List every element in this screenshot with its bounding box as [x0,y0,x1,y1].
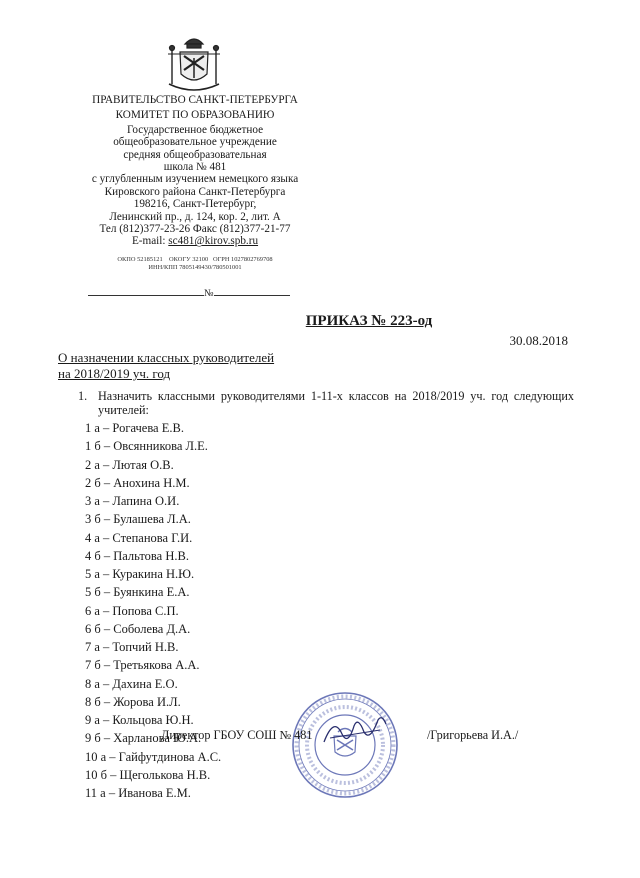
header-line-4: средняя общеобразовательная [123,148,267,161]
header-line-10: Тел (812)377-23-26 Факс (812)377-21-77 [99,223,291,236]
subject-line-2: на 2018/2019 уч. год [58,366,171,381]
order-subject [58,350,274,382]
list-item: 2 б – Анохина Н.М. [85,475,190,490]
registration-number-line [88,286,290,299]
list-item: 8 б – Жорова И.Л. [85,694,181,709]
institution-header [60,94,330,248]
list-item: 3 а – Лапина О.И. [85,494,180,508]
registration-codes [70,256,320,272]
list-item: 4 а – Степанова Г.И. [85,530,193,545]
header-line-committee: КОМИТЕТ ПО ОБРАЗОВАНИЮ [115,109,275,122]
header-line-7: Кировского района Санкт-Петербурга [104,185,286,198]
list-item: 9 а – Кольцова Ю.Н. [85,713,194,727]
header-line-9: Ленинский пр., д. 124, кор. 2, лит. А [109,210,281,223]
list-item: 10 а – Гайфутдинова А.С. [85,749,222,764]
list-item: 11 а – Иванова Е.М. [85,786,191,800]
coat-of-arms-icon [163,34,225,96]
list-item: 9 б – Харланова Ю.А. [85,731,202,746]
number-sign: № [204,288,214,299]
order-title: ПРИКАЗ № 223-од [305,313,433,329]
codes-line-1: ОКПО 52185121 ОКОГУ 32100 ОГРН 1027802769708 [117,256,273,263]
list-item: 1 б – Овсянникова Л.Е. [85,439,208,454]
list-item: 1 а – Рогачева Е.В. [85,421,184,435]
director-name: /Григорьева И.А./ [427,728,519,742]
list-item: 10 б – Щеголькова Н.В. [85,767,211,782]
number-blank [214,286,290,296]
list-item: 2 а – Лютая О.В. [85,457,174,472]
teacher-list [85,419,221,802]
director-position: Директор ГБОУ СОШ № 481 [161,728,313,742]
header-line-6: с углубленным изучением немецкого языка [91,173,299,186]
list-item: 4 б – Пальтова Н.В. [85,548,189,563]
header-email-line [60,235,330,247]
header-line-2: Государственное бюджетное [126,123,264,136]
header-line-government: ПРАВИТЕЛЬСТВО САНКТ-ПЕТЕРБУРГА [92,94,298,106]
header-line-8: 198216, Санкт-Петербург, [133,198,257,211]
order-item-1 [78,390,574,417]
list-item: 7 б – Третьякова А.А. [85,658,200,673]
header-line-5: школа № 481 [163,161,227,174]
list-item: 7 а – Топчий Н.В. [85,640,179,654]
list-item: 6 а – Попова С.П. [85,603,179,618]
list-item: 3 б – Булашева Л.А. [85,512,191,527]
list-item: 5 б – Буянкина Е.А. [85,585,190,600]
email-link[interactable]: sc481@kirov.spb.ru [168,235,259,248]
list-item: 5 а – Куракина Н.Ю. [85,567,195,581]
date-blank [88,286,204,296]
item-number: 1. [78,389,88,403]
list-item: 6 б – Соболева Д.А. [85,621,191,636]
handwritten-signature-icon [320,712,390,752]
order-date: 30.08.2018 [509,333,568,348]
item-text: Назначить классными руководителями 1-11-х классов на 2018/2019 уч. год следующих учителей: [98,389,574,417]
subject-line-1: О назначении классных руководителей [58,350,275,365]
list-item: 8 а – Дахина Е.О. [85,676,178,691]
email-label: E-mail: [131,235,169,248]
header-line-3: общеобразовательное учреждение [113,136,277,149]
order-title-row [0,312,640,330]
codes-line-2: ИНН/КПП 7805149430/780501001 [148,264,242,271]
